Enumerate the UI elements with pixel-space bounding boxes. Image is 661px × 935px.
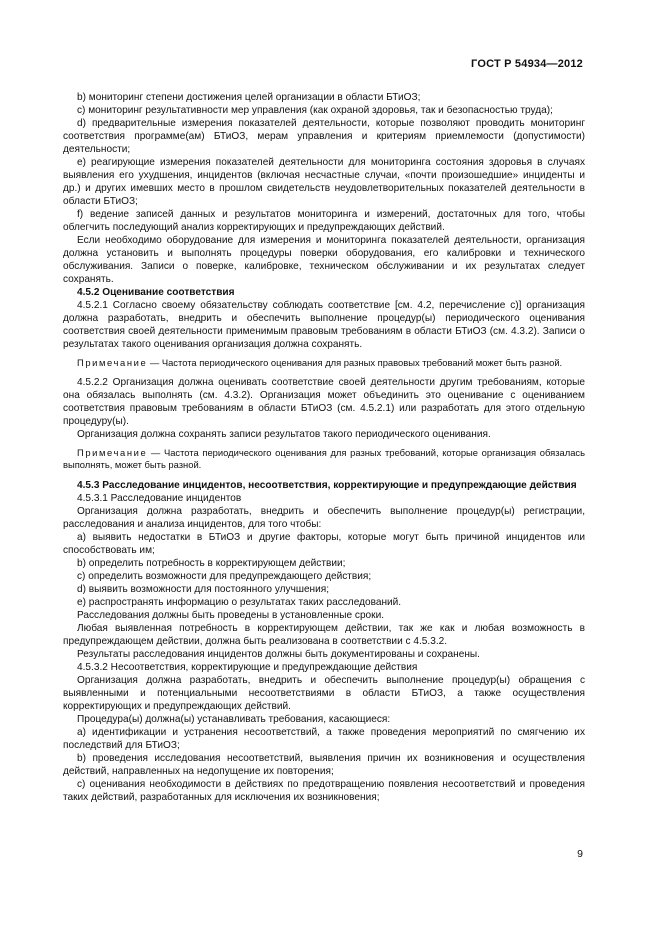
paragraph: Если необходимо оборудование для измерения и мониторинга показателей деятельности, организация должна установить и выполнять процедуры поверки оборудования, его калибровки и технического обслуживания. Записи о поверке, калибровке, техническом обслуживании и их результатах следует сохранять. xyxy=(63,235,585,285)
paragraph: b) мониторинг степени достижения целей организации в области БТиОЗ; xyxy=(77,92,421,103)
paragraph: 4.5.2.2 Организация должна оценивать соответствие своей деятельности другим требованиям, которые она обязалась выполнять (см. 4.3.2). Организация может объединить это оценивание с оцениванием соответствия правовым требованиям в области БТиОЗ (см. 4.5.2.1) или разработать для этого отдельную процедуру(ы). xyxy=(63,376,585,427)
paragraph: Организация должна разработать, внедрить и обеспечить выполнение процедур(ы) регистрации, расследования и анализа инцидентов, для того чтобы: xyxy=(63,505,585,530)
paragraph: Расследования должны быть проведены в установленные сроки. xyxy=(77,609,385,621)
paragraph: Организация должна разработать, внедрить и обеспечить выполнение процедур(ы) обращения с выявленными и потенциальными несоответствиями в области БТиОЗ, а также осуществления корректирующих и предупреждающих действий. xyxy=(63,674,585,712)
paragraph: e) реагирующие измерения показателей деятельности для мониторинга состояния здоровья в случаях выявления его ухудшения, инцидентов (включая несчастные случаи, «почти произошедшие» инциденты и др.) и других имевших место в прошлом свидетельств неудовлетворительных показателей деятельности в области БТиОЗ; xyxy=(63,157,585,207)
paragraph: b) проведения исследования несоответствий, выявления причин их возникновения и осуществления действий, направленных на недопущение их повторения; xyxy=(63,752,585,777)
note-label: Примечание xyxy=(77,357,148,368)
paragraph: e) распространять информацию о результатах таких расследований. xyxy=(77,596,402,608)
paragraph: 4.5.3.1 Расследование инцидентов xyxy=(77,492,242,504)
note-text: — Частота периодического оценивания для разных правовых требований может быть разной. xyxy=(147,357,563,368)
paragraph: 4.5.3.2 Несоответствия, корректирующие и предупреждающие действия xyxy=(77,661,418,673)
document-body xyxy=(63,91,585,804)
paragraph: d) выявить возможности для постоянного улучшения; xyxy=(77,583,330,595)
paragraph: c) определить возможности для предупреждающего действия; xyxy=(77,570,372,582)
paragraph: f) ведение записей данных и результатов мониторинга и измерений, достаточных для того, чтобы облегчить последующий анализ корректирующих и предупреждающих действий. xyxy=(63,209,585,233)
page-number: 9 xyxy=(577,848,583,860)
paragraph: 4.5.2.1 Согласно своему обязательству соблюдать соответствие [см. 4.2, перечисление с)] организация должна разработать, внедрить и обеспечить выполнение процедур(ы) периодического оценивания соответствия своей деятельности применимым правовым требованиям в области БТиОЗ (см. 4.3.2). Записи о результатах такого оценивания организация должна сохранять. xyxy=(63,300,585,350)
paragraph: Процедура(ы) должна(ы) устанавливать требования, касающиеся: xyxy=(77,713,391,725)
note-label: Примечание xyxy=(77,446,148,458)
paragraph: Результаты расследования инцидентов должны быть документированы и сохранены. xyxy=(77,648,480,660)
paragraph: d) предварительные измерения показателей деятельности, которые позволяют проводить мониторинг соответствия программе(ам) БТиОЗ, мерам управления и критериям приемлемости (допустимости) деятельности; xyxy=(63,118,585,155)
note-paragraph xyxy=(63,447,585,472)
paragraph: b) определить потребность в корректирующем действии; xyxy=(77,557,346,569)
paragraph: c) оценивания необходимости в действиях по предотвращению появления несоответствий и проведения таких действий, разработанных для исключения их возникновения; xyxy=(63,778,585,803)
note-text: — Частота периодического оценивания для разных требований, которые организация обязалась выполнять, может быть разной. xyxy=(63,446,585,470)
note-paragraph xyxy=(63,357,585,370)
paragraph: a) идентификации и устранения несоответствий, а также проведения мероприятий по смягчению их последствий для БТиОЗ; xyxy=(63,726,585,751)
paragraph: c) мониторинг результативности мер управления (как охраной здоровья, так и безопасностью труда); xyxy=(77,105,553,116)
page-header: ГОСТ Р 54934—2012 xyxy=(471,58,583,70)
paragraph: a) выявить недостатки в БТиОЗ и другие факторы, которые могут быть причиной инцидентов или способствовать им; xyxy=(63,531,585,556)
section-heading: 4.5.2 Оценивание соответствия xyxy=(77,287,235,298)
paragraph: Организация должна сохранять записи результатов такого периодического оценивания. xyxy=(77,428,491,440)
section-heading: 4.5.3 Расследование инцидентов, несоответствия, корректирующие и предупреждающие действия xyxy=(77,479,577,491)
paragraph: Любая выявленная потребность в корректирующем действии, так же как и любая возможность в предупреждающем действии, должна быть реализована в соответствии с 4.5.3.2. xyxy=(63,622,585,647)
